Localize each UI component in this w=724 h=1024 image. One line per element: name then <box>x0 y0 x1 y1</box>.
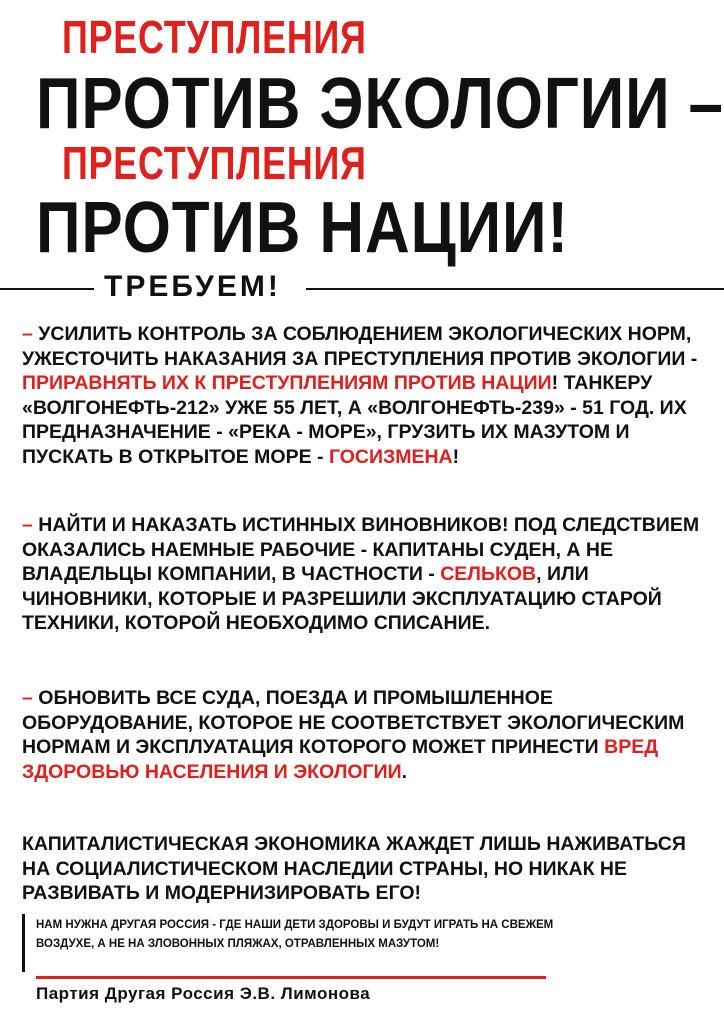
paragraph-text: НАЙТИ И НАКАЗАТЬ ИСТИННЫХ ВИНОВНИКОВ! ПОД СЛЕДСТВИЕМ ОКАЗАЛИСЬ НАЕМНЫЕ РАБОЧИЕ - КАПИТАНЫ СУДЕН, А НЕ ВЛАДЕЛЬЦЫ КОМПАНИИ, В ЧАСТНОСТИ - <box>22 514 700 586</box>
headline-line-2: ПРОТИВ ЭКОЛОГИИ – <box>36 64 724 144</box>
bullet-dash: – <box>22 323 33 345</box>
footer-left-bar <box>22 914 25 972</box>
demand-paragraph-2 <box>22 513 702 636</box>
bullet-dash: – <box>22 687 33 709</box>
headline-line-3: ПРЕСТУПЛЕНИЯ <box>62 137 367 189</box>
highlight-text: ГОСИЗМЕНА <box>328 445 453 468</box>
paragraph-text: ! <box>452 445 460 468</box>
footer-divider <box>36 976 546 979</box>
party-signature: Партия Другая Россия Э.В. Лимонова <box>36 984 371 1003</box>
paragraph-text: ! ТАНКЕРУ «ВОЛГОНЕФТЬ-212» УЖЕ 55 ЛЕТ, А «ВОЛГОНЕФТЬ-239» - 51 ГОД. ИХ ПРЕДНАЗНАЧЕНИЕ - «РЕКА - МОРЕ», ГРУЗИТЬ ИХ МАЗУТОМ И ПУСКАТЬ В ОТКРЫТОЕ МОРЕ - <box>22 372 687 468</box>
conclusion-paragraph: КАПИТАЛИСТИЧЕСКАЯ ЭКОНОМИКА ЖАЖДЕТ ЛИШЬ НАЖИВАТЬСЯ НА СОЦИАЛИСТИЧЕСКОМ НАСЛЕДИИ СТРАНЫ, НО НИКАК НЕ РАЗВИВАТЬ И МОДЕРНИЗИРОВАТЬ ЕГО! <box>22 833 686 905</box>
demand-paragraph-3 <box>22 686 702 784</box>
bullet-dash: – <box>22 514 33 536</box>
highlight-text: СЕЛЬКОВ <box>440 563 537 586</box>
paragraph-text: . <box>401 760 408 783</box>
paragraph-text: , ИЛИ ЧИНОВНИКИ, КОТОРЫЕ И РАЗРЕШИЛИ ЭКСПЛУАТАЦИЮ СТАРОЙ ТЕХНИКИ, КОТОРОЙ НЕОБХОДИМО СПИСАНИЕ. <box>22 563 662 635</box>
headline-line-1: ПРЕСТУПЛЕНИЯ <box>62 11 367 63</box>
paragraph-text: УСИЛИТЬ КОНТРОЛЬ ЗА СОБЛЮДЕНИЕМ ЭКОЛОГИЧЕСКИХ НОРМ, УЖЕСТОЧИТЬ НАКАЗАНИЯ ЗА ПРЕСТУПЛЕНИЯ ПРОТИВ ЭКОЛОГИИ - <box>22 323 698 370</box>
highlight-text: ВРЕД ЗДОРОВЬЮ НАСЕЛЕНИЯ И ЭКОЛОГИИ <box>22 736 659 783</box>
demands-divider-right <box>306 288 724 290</box>
demand-paragraph-1 <box>22 322 702 470</box>
paragraph-text: ОБНОВИТЬ ВСЕ СУДА, ПОЕЗДА И ПРОМЫШЛЕННОЕ ОБОРУДОВАНИЕ, КОТОРОЕ НЕ СООТВЕТСТВУЕТ ЭКОЛОГИЧЕСКИМ НОРМАМ И ЭКСПЛУАТАЦИЯ КОТОРОГО МОЖЕТ ПРИНЕСТИ <box>22 687 685 759</box>
highlight-text: ПРИРАВНЯТЬ ИХ К ПРЕСТУПЛЕНИЯМ ПРОТИВ НАЦИИ <box>22 372 552 395</box>
footer-note: НАМ НУЖНА ДРУГАЯ РОССИЯ - ГДЕ НАШИ ДЕТИ ЗДОРОВЫ И БУДУТ ИГРАТЬ НА СВЕЖЕМ ВОЗДУХЕ, А НЕ НА ЗЛОВОННЫХ ПЛЯЖАХ, ОТРАВЛЕННЫХ МАЗУТОМ! <box>36 919 554 950</box>
headline-line-4: ПРОТИВ НАЦИИ! <box>36 188 569 268</box>
demands-title: ТРЕБУЕМ! <box>104 270 281 303</box>
demands-divider-left <box>0 288 94 290</box>
